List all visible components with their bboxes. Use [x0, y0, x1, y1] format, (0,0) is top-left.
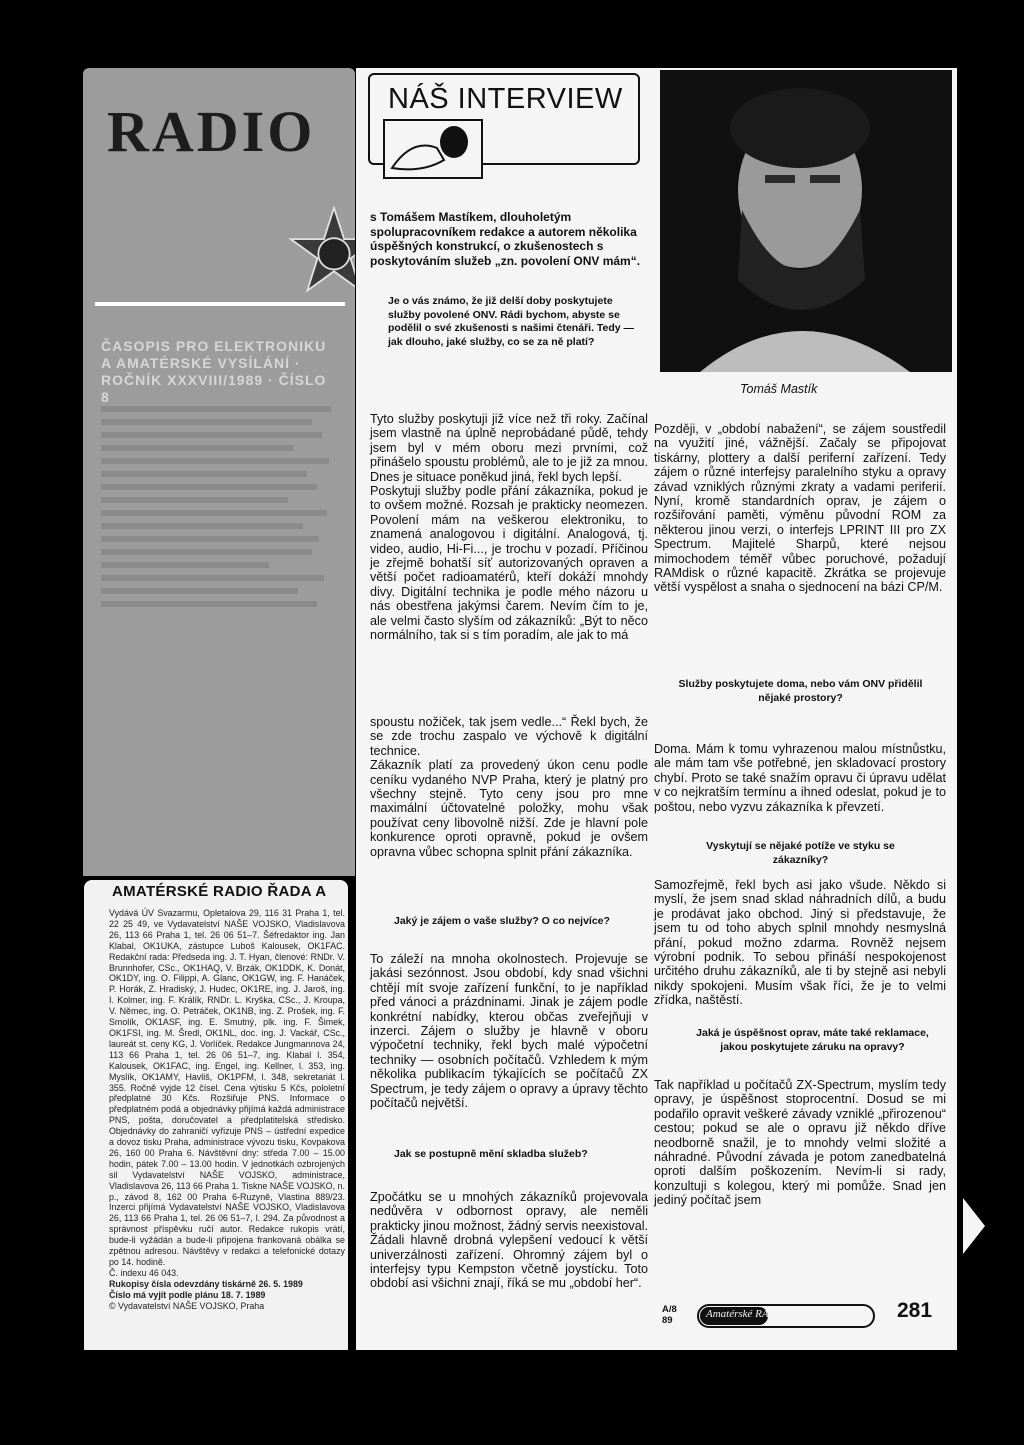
- colophon-text: [109, 908, 345, 1312]
- answer-6: Tak například u počítačů ZX-Spectrum, myslím tedy opravy, je úspěšnost stoprocentní. Dosud se mi podařilo opravit veškeré závady vzniklé „přirozenou“ cestou; pokud se ale o opravu již někdo dříve neodborně snažil, je to mnohdy velmi složité a náhradné. Původní závada je potom zanedbatelná oproti dalším poškozením. Nevím-li si rady, konzultuji s kolegou, který mi pomůže. Snad jen jediný počítač jsem: [654, 1078, 946, 1208]
- question-5: Vyskytují se nějaké potíže ve styku se zákazníky?: [706, 840, 895, 866]
- question-3: Jak se postupně mění skladba služeb?: [394, 1148, 588, 1160]
- star-emblem-icon: [288, 206, 355, 298]
- answer-1-continued: [370, 715, 648, 859]
- footer-logo: [697, 1302, 875, 1330]
- cover-heading: ČASOPIS PRO ELEKTRONIKU A AMATÉRSKÉ VYSÍLÁNÍ · ROČNÍK XXXVIII/1989 · ČÍSLO 8: [101, 338, 327, 405]
- photo-caption: Tomáš Mastík: [740, 382, 818, 396]
- cover-divider: [95, 302, 345, 306]
- cover-panel: [83, 68, 355, 876]
- article-intro: s Tomášem Mastíkem, dlouholetým spolupracovníkem redakce a autorem několika úspěšných konstrukcí, o zkušenostech s poskytováním služeb „zn. povolení ONV mám“.: [370, 210, 641, 268]
- issue-code: [662, 1304, 677, 1326]
- answer-3: Zpočátku se u mnohých zákazníků projevovala nedůvěra v odbornost opravy, ale neměli prakticky jinou možnost, žádný servis neexistoval. Žádali hlavně drobná vylepšení vedoucí k větší univerzálnosti zařízení. Ohromný zájem byl o interfejsy typu Kempston včetně joystícku. Toto období asi všichni znají, říká se mu „období her“.: [370, 1190, 648, 1291]
- colophon-title: AMATÉRSKÉ RADIO ŘADA A: [112, 883, 327, 900]
- issue-number: A/8: [662, 1304, 677, 1315]
- question-1: Je o vás známo, že již delší doby poskytujete služby povolené ONV. Rádi bychom, abyste se podělil o své zkušenosti s našimi čtenáři. Tedy — jak dlouho, jaké služby, co se za ně platí?: [388, 295, 635, 348]
- question-4: Služby poskytujete doma, nebo vám ONV přidělil nějaké prostory?: [678, 678, 923, 704]
- answer-1-p4: Zákazník platí za provedený úkon cenu podle ceníku vydaného NVP Praha, který je platný pro všechny stejně. Tyto ceny jsou pro mne maximální účtovatelné položky, mohu však používat ceny libovolně nižší. Zde je hlavní pole konkurence oproti opravně, pokud je ovšem opravna vůbec schopna splnit přání zákazníka.: [370, 758, 648, 859]
- issue-year: 89: [662, 1315, 673, 1326]
- answer-1: [370, 412, 648, 643]
- colophon-handed: Rukopisy čísla odevzdány tiskárně 26. 5. 1989: [109, 1278, 303, 1289]
- answer-1-p3: spoustu nožiček, tak jsem vedle...“ Řekl bych, že se zde trochu zaspalo ve výchově k digitální technice.: [370, 715, 648, 758]
- answer-4: Doma. Mám k tomu vyhrazenou malou místnůstku, ale mám tam vše potřebné, jen skladovací prostory chybí. Proto se také snažím opravu či úpravu udělat v co nejkratším termínu a ihned odeslat, pokud je to poštou, nebo vyzvu zákazníka k převzetí.: [654, 742, 946, 814]
- colophon-copyright: © Vydavatelství NAŠE VOJSKO, Praha: [109, 1300, 265, 1311]
- colophon-body: Vydává ÚV Svazarmu, Opletalova 29, 116 31 Praha 1, tel. 22 25 49, ve Vydavatelství NAŠE VOJSKO, Vladislavova 26, 113 66 Praha 1, tel. 26 06 51–7. Šéfredaktor ing. Jan Klabal, OK1UKA, zástupce Luboš Kalousek, OK1FAC. Redakční rada: Předseda ing. J. T. Hyan, členové: RNDr. V. Brunnhofer, CSc., OK1HAQ, V. Brzák, OK1DDK, K. Donát, OK1DY, ing. O. Filippi, A. Glanc, OK1GW, ing. F. Hanáček, P. Horák, Z. Hradiský, J. Hudec, OK1RE, ing. J. Jaroš, ing. I. Kolmer, ing. F. Králík, RNDr. L. Kryška, CSc., J. Kroupa, V. Němec, ing. O. Petráček, OK1NB, ing. Z. Prošek, ing. F. Smolík, OK1ASF, ing. E. Smutný, plk. ing. F. Šimek, OK1FSI, ing. M. Šredl, OK1NL, doc. ing. J. Vackář, CSc., laureát st. ceny KG, J. Vorlíček. Redakce Jungmannova 24, 113 66 Praha 1, tel. 26 06 51–7, ing. Klabal l. 354, Kalousek, OK1FAC, ing. Engel, ing. Kellner, l. 353, ing. Myslík, OK1AMY, Havliš, OK1PFM, l. 348, sekretariát l. 355. Ročně vyjde 12 čísel. Cena výtisku 5 Kčs, pololetní předplatné 30 Kčs. Rozšiřuje PNS. Informace o předplatném podá a objednávky přijímá každá administrace PNS, pošta, doručovatel a předplatitelská středisko. Objednávky do zahraničí vyřizuje PNS – ústřední expedice a dovoz tisku Praha, administrace vývozu tisku, Kovpakova 26, 160 00 Praha 6. Návštěvní dny: středa 7.00 – 15.00 hodin, pátek 7.00 – 13.00 hodin. V jednotkách ozbrojených sil Vydavatelství NAŠE VOJSKO, administrace, Vladislavova 26, 113 66 Praha 1. Tiskne NAŠE VOJSKO, n. p., závod 8, 162 00 Praha 6-Ruzyně, Vlastina 889/23. Inzerci přijímá Vydavatelství NAŠE VOJSKO, Vladislavova 26, 113 66 Praha 1, tel. 26 06 51–7, l. 294. Za původnost a správnost příspěvku ručí autor. Redakce rukopis vrátí, bude-li vyžádán a bude-li připojena frankovaná obálka se zpětnou adresou. Návštěvy v redakci a telefonické dotazy po 14. hodině.: [109, 908, 345, 1267]
- portrait-photo: [660, 70, 952, 372]
- answer-3-continued: Později, v „období nabažení“, se zájem soustředil na využití jiné, vážnější. Začaly se připojovat tiskárny, plottery a další periferní zařízení. Tedy zájem o různé interfejsy paralelního styku a opravy závad vzniklých různými zkraty a vadami periferií. Nyní, kromě standardních oprav, je zájem o rozšiřování paměti, výměnu původní ROM za některou jinou verzi, o interfejs LPRINT III pro ZX Spectrum. Majitelé Sharpů, které nejsou mimochodem téměř vůbec poruchové, požadují RAMdisk o různé kapacitě. Zkrátka se projevuje větší vyspělost a snaha o sjednocení na bázi CP/M.: [654, 422, 946, 595]
- microphone-hand-icon: [382, 118, 484, 180]
- colophon-index: Č. indexu 46 043.: [109, 1267, 179, 1278]
- footer-logo-text: Amatérské RADIO: [706, 1308, 789, 1320]
- answer-1-p1: Tyto služby poskytuji již více než tři roky. Začínal jsem vlastně na úplně neprobádané půdě, tehdy jsem byl v mém oboru mezi prvními, což přinášelo spoustu problémů, ale to je již za mnou. Dnes je situace poněkud jiná, řekl bych lepší.: [370, 412, 648, 484]
- question-6: Jaká je úspěšnost oprav, máte také reklamace, jakou poskytujete záruku na opravy?: [696, 1027, 929, 1053]
- colophon-release: Číslo má vyjít podle plánu 18. 7. 1989: [109, 1289, 266, 1300]
- answer-5: Samozřejmě, řekl bych asi jako všude. Někdo si myslí, že jsem snad sklad náhradních dílů, a budu je prodávat jako obchod. Jiný si představuje, že jsem tu od toho abych splnil mnohdy nesmyslná přání, pokud možno zdarma. Rovněž nejsem výrobní podnik. To sebou přináší nespokojenost určitého druhu zákazníků, ale ti by stejně asi nebyli nikdy spokojeni. Musím však říci, že je to velmi zřídka, naštěstí.: [654, 878, 946, 1008]
- answer-1-p2: Poskytuji služby podle přání zákazníka, pokud je to ovšem možné. Rozsah je prakticky neomezen. Povolení mám na veškerou elektroniku, to znamená analogovou i digitální. Analogová, tj. video, audio, Hi-Fi..., je trochu v pozadí. Příčinou je zřejmě bohatší síť autorizovaných opraven a větší počet radioamatérů, kteří dokáží mnohdy divy. Digitální technika je podle mého názoru u nás obestřena jakýmsi čarem. Nevím čím to je, ale velmi často slyším od zákazníků: „Být to něco normálního, tak si s tím poradím, ale jak to má: [370, 484, 648, 643]
- page-number: 281: [897, 1299, 933, 1322]
- cover-contents-faded: [101, 406, 341, 614]
- answer-2: To záleží na mnoha okolnostech. Projevuje se jakási sezónnost. Jsou období, kdy snad všichni chtějí mít svoje zařízení funkční, to je například před vánoci a prázdninami. Jinak je zájem podle konkrétní nabídky, kterou občas zveřejňuji v inzerci. Zájem o služby je hlavně v oboru výpočetní techniky, řekl bych malé výpočetní techniky — osobních počítačů. Vzhledem k mým několika publikacím týkajících se počítačů ZX Spectrum, je tedy zájem o opravy a úpravy těchto počítačů největší.: [370, 952, 648, 1111]
- magazine-logo: RADIO: [107, 99, 316, 164]
- question-2: Jaký je zájem o vaše služby? O co nejvíce?: [394, 915, 610, 927]
- section-title: NÁŠ INTERVIEW: [388, 83, 623, 115]
- continue-arrow-icon: [963, 1198, 985, 1254]
